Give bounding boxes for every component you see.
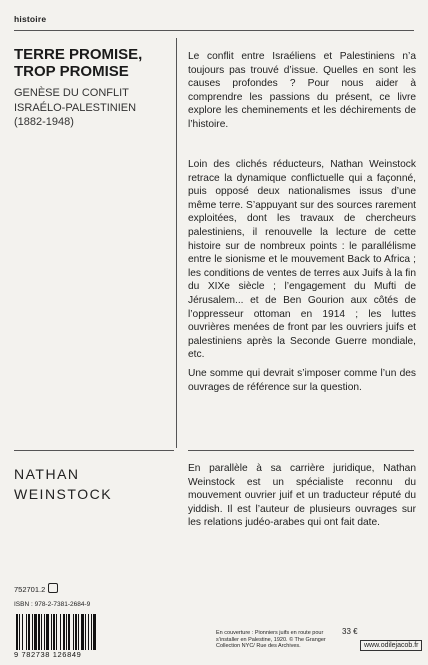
barcode-bar	[46, 614, 49, 650]
title-line: TERRE PROMISE,	[14, 46, 143, 63]
barcode-bar	[26, 614, 27, 650]
barcode-bar	[22, 614, 23, 650]
barcode-bar	[53, 614, 55, 650]
barcode-digits: 9 782738 126849	[14, 650, 82, 659]
barcode-bar	[81, 614, 84, 650]
title-line: TROP PROMISE	[14, 63, 129, 80]
book-title	[14, 46, 164, 80]
top-rule	[14, 30, 414, 31]
barcode-bars-icon	[14, 614, 132, 650]
barcode-bar	[85, 614, 86, 650]
blurb-paragraph-conclusion: Une somme qui devrait s’imposer comme l’un des ouvrages de référence sur la question.	[188, 368, 416, 393]
publisher-website: www.odilejacob.fr	[360, 640, 422, 651]
barcode-bar	[63, 614, 65, 650]
barcode-bar	[34, 614, 37, 650]
barcode-bar	[75, 614, 77, 650]
price: 33 €	[342, 627, 358, 636]
barcode-bar	[16, 614, 18, 650]
barcode-bar	[41, 614, 42, 650]
barcode-bar	[60, 614, 61, 650]
barcode-bar	[66, 614, 67, 650]
barcode-bar	[68, 614, 70, 650]
subtitle-line: (1882-1948)	[14, 116, 74, 128]
author-rule-left	[14, 450, 174, 451]
author-line: NATHAN	[14, 466, 80, 482]
author-name	[14, 464, 164, 504]
subtitle-line: ISRAÉLO-PALESTINIEN	[14, 101, 137, 114]
barcode-bar	[51, 614, 52, 650]
product-code	[14, 583, 58, 594]
author-line: WEINSTOCK	[14, 486, 113, 502]
series-label: histoire	[14, 14, 47, 24]
barcode-bar	[78, 614, 79, 650]
barcode-bar	[44, 614, 45, 650]
author-rule-right	[188, 450, 414, 451]
barcode-bar	[91, 614, 92, 650]
publisher-logo-icon	[48, 583, 58, 593]
barcode-bar	[93, 614, 96, 650]
blurb-paragraph-main: Loin des clichés réducteurs, Nathan Weinstock retrace la dynamique conflictuelle qui a façonné, puis opposé deux nationalismes issus d’une même terre. S’appuyant sur des sources rarement exploitées, dont les travaux de chercheurs palestiniens, il renouvelle la lecture de cette histoire sur de nombreux points : le parallélisme entre le sionisme et le mouvement Back to Africa ; les conditions de ventes de terres aux Juifs à la fin du XIXe siècle ; l’engagement du Mufti de Jérusalem... et de Ben Gourion aux côtés de l’oppresseur ottoman en 1914 ; les luttes ouvrières menées de front par les ouvriers juifs et palestiniens après la Seconde Guerre mondiale, etc.	[188, 159, 416, 361]
barcode-bar	[38, 614, 40, 650]
blurb-paragraph-intro: Le conflit entre Israéliens et Palestiniens n’a toujours pas trouvé d’issue. Quelles en sont les causes profondes ? Pour nous aider à comprendre les passions du présent, ce livre explore les cheminements et les déchirements de l’histoire.	[188, 51, 416, 130]
product-code-text: 752701.2	[14, 585, 46, 594]
barcode-bar	[19, 614, 20, 650]
subtitle-line: GENÈSE DU CONFLIT	[14, 87, 129, 99]
author-bio: En parallèle à sa carrière juridique, Nathan Weinstock est un spécialiste reconnu du mouvement ouvrier juif et un traducteur réputé du yiddish. Il est l’auteur de plusieurs ouvrages sur les relations judéo-arabes qui ont fait date.	[188, 463, 416, 529]
book-subtitle	[14, 86, 164, 130]
barcode-bar	[56, 614, 57, 650]
column-divider	[176, 38, 177, 448]
barcode-bar	[73, 614, 74, 650]
isbn: ISBN : 978-2-7381-2684-9	[14, 601, 91, 608]
barcode-bar	[88, 614, 89, 650]
barcode-bar	[32, 614, 33, 650]
barcode-bar	[28, 614, 30, 650]
cover-credit: En couverture : Pionniers juifs en route pour s’installer en Palestine, 1920. © The Granger Collection NYC/ Rue des Archives.	[216, 630, 326, 649]
